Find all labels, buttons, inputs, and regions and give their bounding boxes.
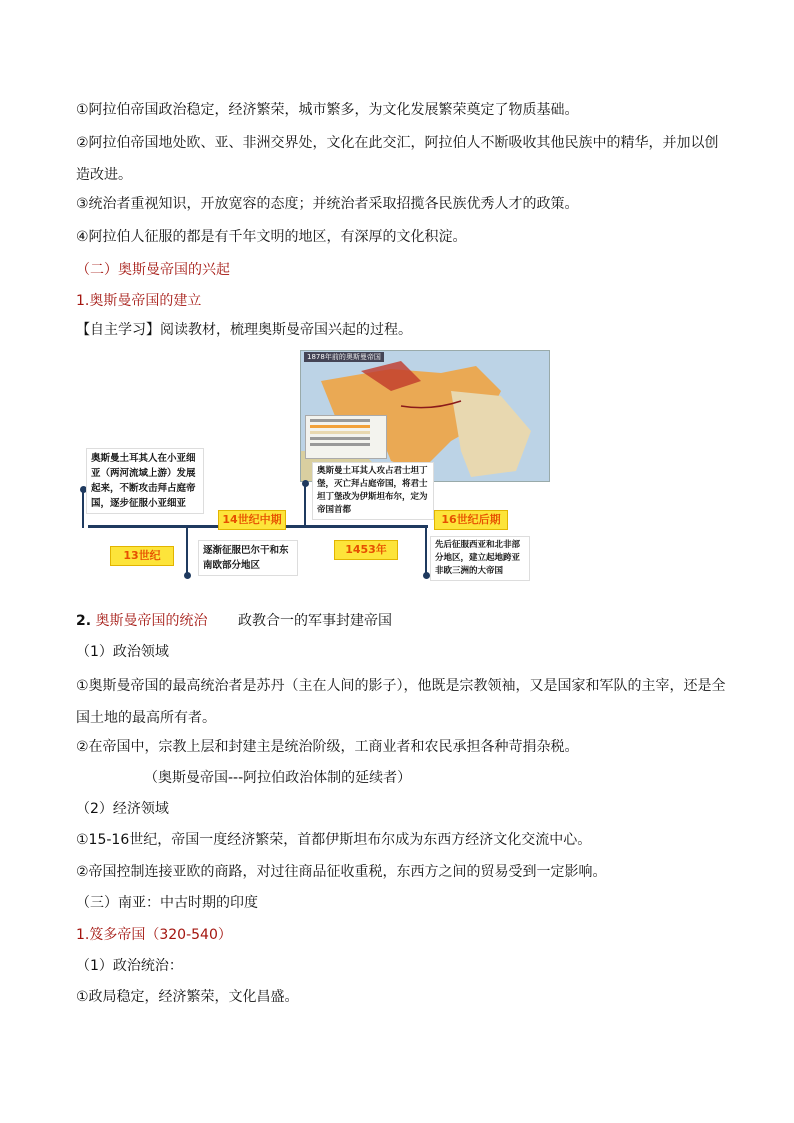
subsection-2-title: 奥斯曼帝国的统治 — [95, 613, 208, 629]
timeline-node — [423, 572, 430, 579]
subsection-2-number: 2. — [76, 613, 92, 629]
section-india-heading: （三）南亚：中古时期的印度 — [76, 895, 258, 911]
ottoman-timeline-figure — [80, 350, 550, 592]
gupta-point-1: ①政局稳定，经济繁荣，文化昌盛。 — [76, 989, 299, 1005]
map-legend — [305, 415, 387, 459]
political-note: （奥斯曼帝国---阿拉伯政治体制的延续者） — [144, 770, 412, 786]
gupta-political-heading: （1）政治统治： — [76, 958, 183, 974]
paragraph-3: ③统治者重视知识，开放宽容的态度；并统治者采取招揽各民族优秀人才的政策。 — [76, 196, 579, 212]
note-16th-century: 先后征服西亚和北非部分地区，建立起地跨亚非欧三洲的大帝国 — [430, 536, 530, 581]
subsection-2-description: 政教合一的军事封建帝国 — [237, 613, 392, 629]
economic-point-2: ②帝国控制连接亚欧的商路，对过往商品征收重税，东西方之间的贸易受到一定影响。 — [76, 864, 607, 880]
political-point-1: ①奥斯曼帝国的最高统治者是苏丹（主在人间的影子），他既是宗教领袖，又是国家和军队的主宰，还是全国土地的最高所有者。 — [76, 678, 726, 726]
paragraph-1: ①阿拉伯帝国政治稳定，经济繁荣，城市繁多，为文化发展繁荣奠定了物质基础。 — [76, 102, 579, 118]
subsection-2-heading — [76, 611, 392, 631]
label-13th-century: 13世纪 — [110, 546, 174, 566]
map-title: 1878年前的奥斯曼帝国 — [304, 352, 384, 362]
timeline-node — [184, 572, 191, 579]
note-13th-century: 奥斯曼土耳其人在小亚细亚（两河流域上游）发展起来，不断攻击拜占庭帝国，逐步征服小亚细亚 — [86, 448, 204, 514]
label-16th-century: 16世纪后期 — [434, 510, 508, 530]
paragraph-4: ④阿拉伯人征服的都是有千年文明的地区，有深厚的文化积淀。 — [76, 229, 467, 245]
subsection-1-heading: 1.奥斯曼帝国的建立 — [76, 293, 202, 309]
economic-heading: （2）经济领域 — [76, 801, 169, 817]
political-point-2: ②在帝国中，宗教上层和封建主是统治阶级，工商业者和农民承担各种苛捐杂税。 — [76, 739, 579, 755]
timeline-connector — [304, 483, 306, 527]
section-ottoman-heading: （二）奥斯曼帝国的兴起 — [76, 262, 230, 278]
timeline-connector — [82, 490, 84, 528]
economic-point-1: ①15-16世纪，帝国一度经济繁荣，首都伊斯坦布尔成为东西方经济文化交流中心。 — [76, 832, 592, 848]
self-study-prompt: 【自主学习】阅读教材，梳理奥斯曼帝国兴起的过程。 — [76, 322, 412, 338]
timeline-connector — [425, 526, 427, 574]
note-1453: 奥斯曼土耳其人攻占君士坦丁堡，灭亡拜占庭帝国，将君士坦丁堡改为伊斯坦布尔，定为帝国首都 — [312, 462, 434, 520]
paragraph-2: ②阿拉伯帝国地处欧、亚、非洲交界处，文化在此交汇，阿拉伯人不断吸收其他民族中的精华，并加以创造改进。 — [76, 135, 719, 183]
timeline-connector — [186, 526, 188, 574]
label-14th-century: 14世纪中期 — [218, 510, 286, 530]
gupta-heading: 1.笈多帝国（320-540） — [76, 927, 232, 943]
political-heading: （1）政治领域 — [76, 644, 169, 660]
note-14th-century: 逐渐征服巴尔干和东南欧部分地区 — [198, 540, 298, 576]
label-1453: 1453年 — [334, 540, 398, 560]
